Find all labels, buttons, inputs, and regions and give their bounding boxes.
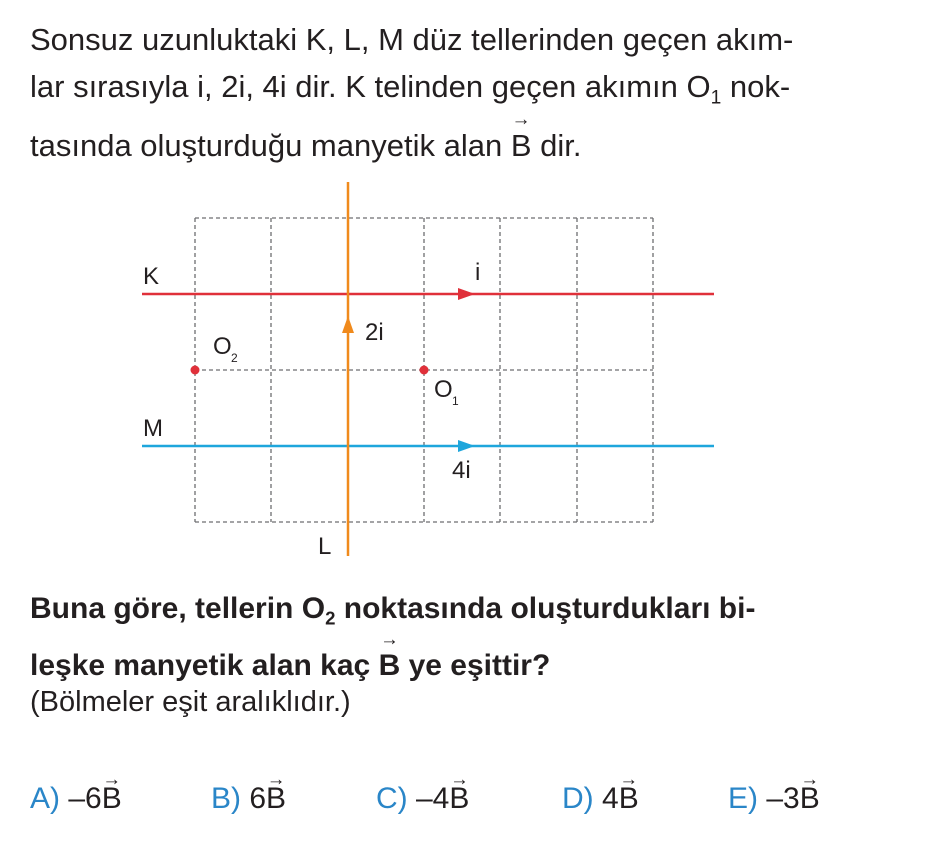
option-a[interactable]: [30, 782, 122, 816]
option-letter: A): [30, 782, 60, 815]
current-l-label: 2i: [365, 319, 384, 346]
wire-diagram: [0, 170, 928, 570]
wire-l: [342, 182, 354, 556]
problem-statement: [30, 16, 910, 169]
option-letter: B): [211, 782, 241, 815]
question-text-2b: ye eşittir?: [400, 648, 551, 682]
wire-m-arrow: [458, 440, 475, 452]
point-o1-dot: [420, 366, 429, 375]
vector-b-symbol: → B: [266, 782, 286, 816]
option-value: –6: [68, 782, 102, 815]
current-k-label: i: [475, 259, 481, 286]
option-value: –4: [416, 782, 450, 815]
statement-text-3b: dir.: [531, 127, 582, 163]
question-line-2: [30, 642, 910, 689]
question-text-1a: Buna göre, tellerin O: [30, 592, 326, 625]
statement-text-2a: lar sırasıyla i, 2i, 4i dir. K telinden geçen akımın O: [30, 69, 711, 104]
wire-m-label: M: [143, 415, 163, 442]
statement-text-1: Sonsuz uzunluktaki K, L, M düz tellerinden geçen akım-: [30, 22, 794, 57]
wire-k-arrow: [458, 288, 475, 300]
point-o2-dot: [191, 366, 200, 375]
wire-k: [142, 288, 714, 300]
note: (Bölmeler eşit aralıklıdır.): [30, 686, 351, 718]
question-text-2a: leşke manyetik alan kaç: [30, 648, 379, 682]
vector-b-symbol: → B: [102, 782, 122, 816]
option-value: 6: [249, 782, 267, 815]
o2-subscript: 2: [325, 607, 336, 629]
vector-b-symbol: → B: [800, 782, 820, 816]
option-letter: C): [376, 782, 408, 815]
current-m-label: 4i: [452, 457, 471, 484]
option-letter: E): [728, 782, 758, 815]
point-o2-label: O: [213, 333, 232, 360]
vector-b-symbol: → B: [379, 642, 401, 689]
statement-text-2b: nok-: [721, 69, 791, 104]
question-text-1b: noktasında oluşturdukları bi-: [335, 592, 756, 625]
vector-b-symbol: → B: [619, 782, 639, 816]
point-o1-subscript: 1: [452, 394, 459, 408]
question-line-1: [30, 585, 910, 642]
option-b[interactable]: [211, 782, 286, 816]
option-value: –3: [766, 782, 800, 815]
option-c[interactable]: [376, 782, 469, 816]
option-value: 4: [602, 782, 619, 815]
option-letter: D): [562, 782, 594, 815]
wire-m: [142, 440, 714, 452]
option-e[interactable]: [728, 782, 820, 816]
wire-k-label: K: [143, 263, 160, 290]
vector-b-symbol: → B: [511, 122, 532, 169]
wire-l-arrow: [342, 316, 354, 333]
o1-subscript: 1: [710, 87, 722, 109]
statement-line-1: [30, 16, 910, 63]
wire-l-label: L: [318, 533, 332, 560]
statement-text-3a: tasında oluşturduğu manyetik alan: [30, 127, 511, 163]
point-o1-label: O: [434, 376, 453, 403]
point-o2-subscript: 2: [231, 351, 238, 365]
answer-options: [30, 782, 910, 822]
question: [30, 585, 910, 689]
statement-line-3: [30, 122, 910, 169]
option-d[interactable]: [562, 782, 639, 816]
vector-b-symbol: → B: [449, 782, 469, 816]
statement-line-2: [30, 63, 910, 122]
